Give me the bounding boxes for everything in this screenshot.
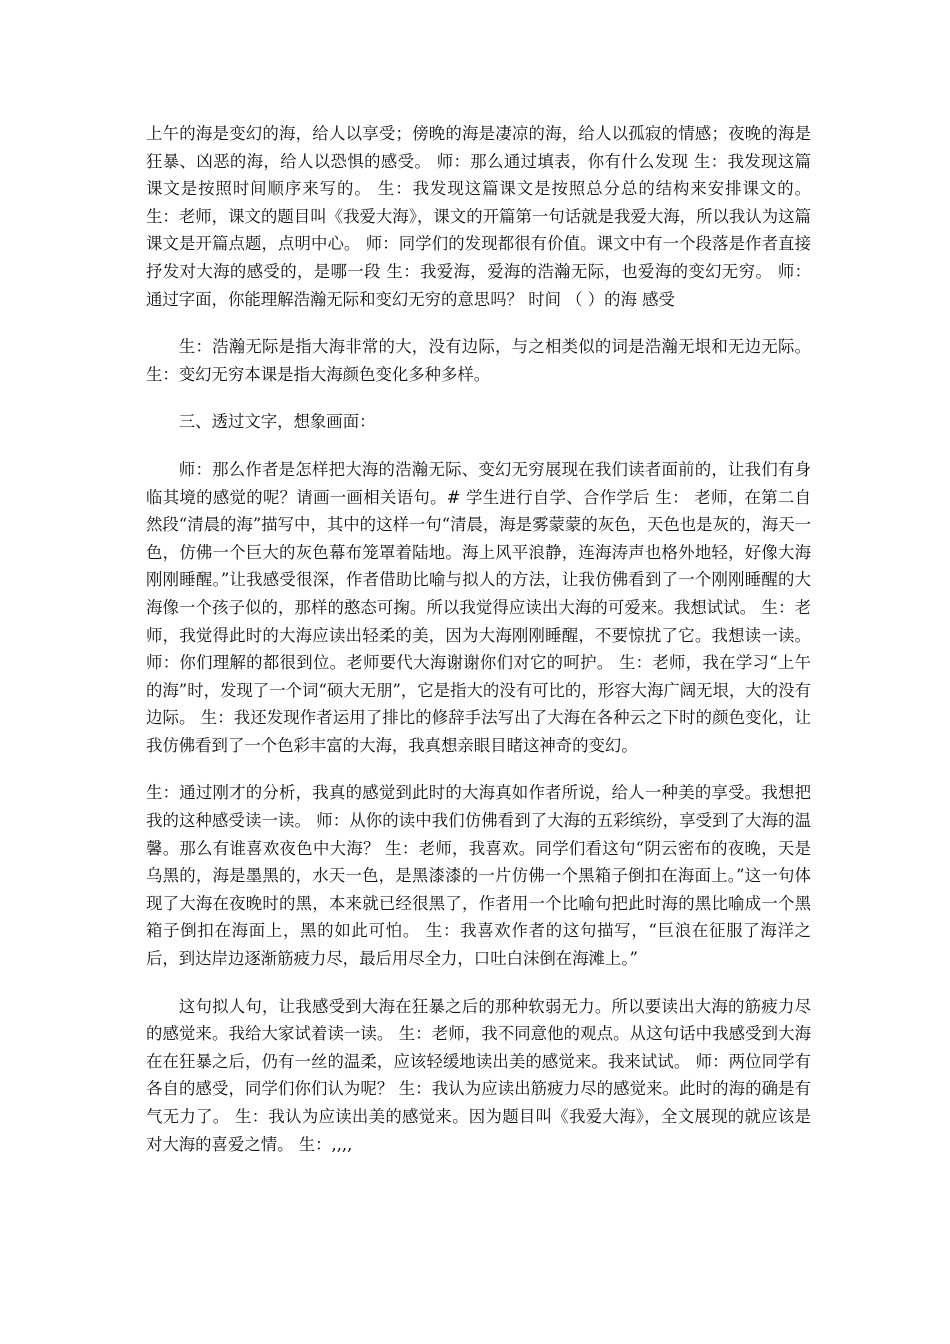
- paragraph-4: 师：那么作者是怎样把大海的浩瀚无际、变幻无穷展现在我们读者面前的，让我们有身临其境的感觉的呢？请画一画相关语句。# 学生进行自学、合作学后 生： 老师，在第二自然段“清晨的海”描写中，其中的这样一句“清晨，海是雾蒙蒙的灰色，天色也是灰的，海天一色，仿佛一个巨大的灰色幕布笼罩着陆地。海上风平浪静，连海涛声也格外地轻，好像大海刚刚睡醒。”让我感受很深，作者借助比喻与拟人的方法，让我仿佛看到了一个刚刚睡醒的大海像一个孩子似的，那样的憨态可掬。所以我觉得应读出大海的可爱来。我想试试。 生：老师，我觉得此时的大海应读出轻柔的美，因为大海刚刚睡醒，不要惊扰了它。我想读一读。 师：你们理解的都很到位。老师要代大海谢谢你们对它的呵护。 生：老师，我在学习“上午的海”时，发现了一个词“硕大无朋”，它是指大的没有可比的，形容大海广阔无垠，大的没有边际。 生：我还发现作者运用了排比的修辞手法写出了大海在各种云之下时的颜色变化，让我仿佛看到了一个色彩丰富的大海，我真想亲眼目睹这神奇的变幻。: [146, 459, 811, 755]
- paragraph-5: 生：通过刚才的分析，我真的感觉到此时的大海真如作者所说，给人一种美的享受。我想把我的这种感受读一读。 师：从你的读中我们仿佛看到了大海的五彩缤纷，享受到了大海的温馨。那么有谁喜欢夜色中大海？ 生：老师，我喜欢。同学们看这句“阴云密布的夜晚，天是乌黑的，海是墨黑的，水天一色，是黑漆漆的一片仿佛一个黑箱子倒扣在海面上。”这一句体现了大海在夜晚时的黑，本来就已经很黑了，作者用一个比喻句把此时海的黑比喻成一个黑箱子倒扣在海面上，黑的如此可怕。 生：我喜欢作者的这句描写，“巨浪在征服了海洋之后，到达岸边逐渐筋疲力尽，最后用尽全力，口吐白沫倒在海滩上。”: [146, 783, 811, 969]
- paragraph-1: 上午的海是变幻的海，给人以享受；傍晚的海是凄凉的海，给人以孤寂的情感；夜晚的海是狂暴、凶恶的海，给人以恐惧的感受。 师：那么通过填表，你有什么发现 生：我发现这篇课文是按照时间顺序来写的。 生：我发现这篇课文是按照总分总的结构来安排课文的。 生：老师，课文的题目叫《我爱大海》，课文的开篇第一句话就是我爱大海，所以我认为这篇课文是开篇点题，点明中心。 师：同学们的发现都很有价值。课文中有一个段落是作者直接抒发对大海的感受的，是哪一段 生：我爱海，爱海的浩瀚无际，也爱海的变幻无穷。 师：通过字面，你能理解浩瀚无际和变幻无穷的意思吗？ 时间 （ ）的海 感受: [146, 124, 811, 309]
- section-heading: 三、透过文字，想象画面：: [178, 412, 376, 432]
- paragraph-6: 这句拟人句，让我感受到大海在狂暴之后的那种软弱无力。所以要读出大海的筋疲力尽的感觉来。我给大家试着读一读。 生：老师，我不同意他的观点。从这句话中我感受到大海在在狂暴之后，仍有一丝的温柔，应该轻缓地读出美的感觉来。我来试试。 师：两位同学有各自的感受，同学们你们认为呢？ 生：我认为应读出筋疲力尽的感觉来。此时的海的确是有气无力了。 生：我认为应读出美的感觉来。因为题目叫《我爱大海》，全文展现的就应该是对大海的喜爱之情。 生：,,,,: [146, 996, 811, 1154]
- paragraph-2: 生：浩瀚无际是指大海非常的大，没有边际，与之相类似的词是浩瀚无垠和无边无际。 生：变幻无穷本课是指大海颜色变化多种多样。: [146, 337, 811, 384]
